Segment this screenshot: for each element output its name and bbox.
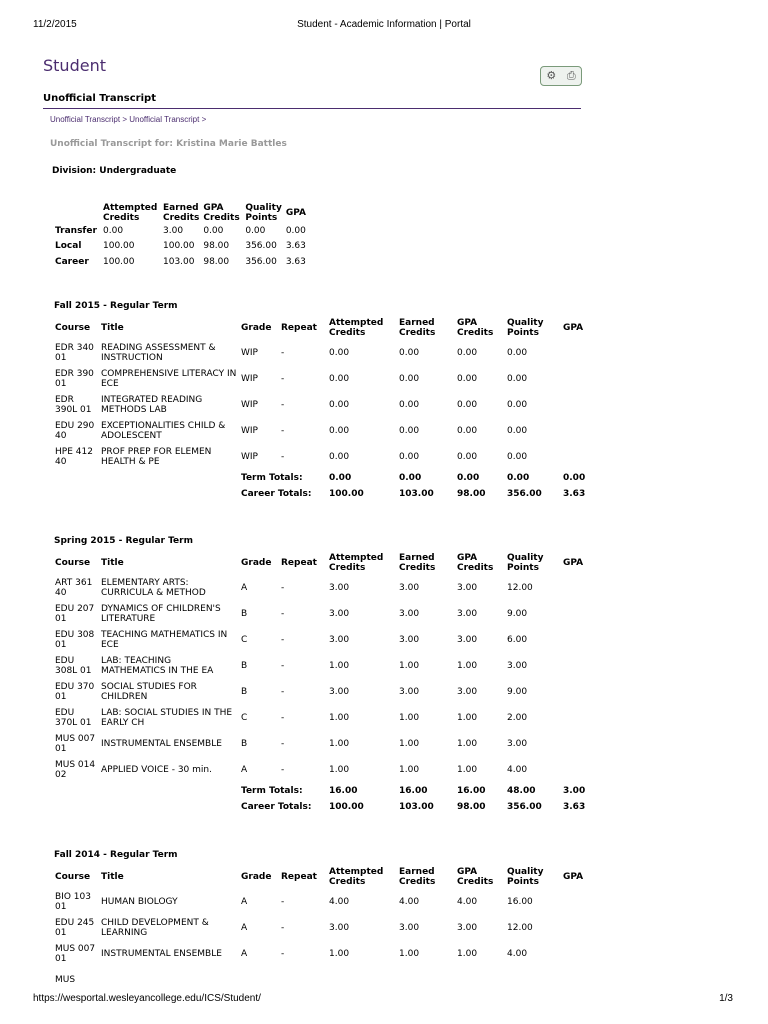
course-att-cell: 0.00 <box>329 400 350 410</box>
course-gpac-cell: 3.00 <box>457 923 478 933</box>
course-earn-cell <box>397 967 455 993</box>
career-totals-row <box>53 486 595 502</box>
course-table-header: GPA <box>563 558 584 568</box>
course-course-cell: EDU 290 40 <box>55 421 95 441</box>
course-course-cell: EDU 207 01 <box>55 604 95 624</box>
summary-header: Earned Credits <box>163 203 200 223</box>
course-repeat-cell: - <box>281 949 285 959</box>
course-course-cell: EDU 308L 01 <box>55 656 92 676</box>
summary-cell: 3.63 <box>285 241 306 252</box>
course-earn-cell: 0.00 <box>399 400 420 410</box>
course-gpac-cell <box>455 967 505 993</box>
totals-qp-cell: 356.00 <box>507 489 542 499</box>
totals-earn-cell: 103.00 <box>399 802 434 812</box>
summary-header: Attempted Credits <box>103 203 158 223</box>
print-date: 11/2/2015 <box>33 19 77 30</box>
course-gpa-cell <box>561 444 595 470</box>
totals-spacer <box>99 783 239 799</box>
course-table-header: Course <box>55 323 91 333</box>
course-repeat-cell: - <box>281 739 285 749</box>
course-row <box>53 889 595 915</box>
course-qp-cell: 0.00 <box>507 426 528 436</box>
course-gpa-cell <box>561 392 595 418</box>
course-gpa-cell <box>561 915 595 941</box>
course-gpac-cell: 1.00 <box>457 949 478 959</box>
course-title-cell: DYNAMICS OF CHILDREN'S LITERATURE <box>101 604 221 624</box>
course-repeat-cell: - <box>281 374 285 384</box>
transcript-owner: Unofficial Transcript for: Kristina Marie Battles <box>50 139 287 149</box>
course-title-cell: INSTRUMENTAL ENSEMBLE <box>101 949 222 959</box>
summary-row <box>53 223 314 239</box>
course-title-cell: READING ASSESSMENT & INSTRUCTION <box>101 343 216 363</box>
course-att-cell: 1.00 <box>329 713 350 723</box>
course-qp-cell: 0.00 <box>507 374 528 384</box>
course-row <box>53 392 595 418</box>
course-table-header: Quality Points <box>507 867 544 887</box>
course-table-header: GPA <box>563 323 584 333</box>
breadcrumb-separator: > <box>120 115 130 124</box>
term-totals-row <box>53 783 595 799</box>
summary-row <box>53 239 314 255</box>
summary-table <box>53 203 314 270</box>
term-title: Fall 2014 - Regular Term <box>54 850 178 860</box>
course-earn-cell: 1.00 <box>399 713 420 723</box>
course-gpac-cell: 3.00 <box>457 687 478 697</box>
course-qp-cell: 4.00 <box>507 949 528 959</box>
totals-qp-cell: 0.00 <box>507 473 530 483</box>
course-title-cell: INSTRUMENTAL ENSEMBLE <box>101 739 222 749</box>
course-table-header: Quality Points <box>507 318 544 338</box>
course-table-header: Grade <box>241 872 272 882</box>
summary-row <box>53 254 314 270</box>
totals-label: Career Totals: <box>241 802 312 812</box>
section-title: Unofficial Transcript <box>43 93 156 104</box>
course-earn-cell: 3.00 <box>399 923 420 933</box>
summary-cell: 0.00 <box>285 225 306 236</box>
course-course-cell: BIO 103 01 <box>55 892 91 912</box>
summary-header <box>53 203 101 223</box>
course-grade-cell: B <box>241 609 248 619</box>
course-earn-cell: 1.00 <box>399 949 420 959</box>
summary-header: GPA <box>285 208 306 218</box>
course-course-cell: EDR 390 01 <box>55 369 94 389</box>
totals-spacer <box>99 486 239 502</box>
course-row <box>53 444 595 470</box>
course-grade-cell: A <box>241 583 248 593</box>
course-table-header: Attempted Credits <box>329 867 384 887</box>
course-course-cell: EDU 245 01 <box>55 918 95 938</box>
course-repeat-cell: - <box>281 897 285 907</box>
summary-cell: 3.63 <box>285 256 306 267</box>
course-qp-cell: 4.00 <box>507 765 528 775</box>
course-title-cell: CHILD DEVELOPMENT & LEARNING <box>101 918 209 938</box>
course-repeat-cell: - <box>281 923 285 933</box>
summary-cell: 103.00 <box>163 256 195 267</box>
course-gpac-cell: 1.00 <box>457 739 478 749</box>
summary-row-label: Transfer <box>55 225 97 236</box>
course-grade-cell: B <box>241 661 248 671</box>
totals-att-cell: 0.00 <box>329 473 352 483</box>
breadcrumb-separator: > <box>199 115 207 124</box>
course-earn-cell: 1.00 <box>399 739 420 749</box>
course-table-header: Earned Credits <box>399 867 436 887</box>
course-table-header: Title <box>101 323 124 333</box>
course-table-header: Quality Points <box>507 553 544 573</box>
summary-cell: 3.00 <box>163 225 184 236</box>
course-repeat-cell: - <box>281 635 285 645</box>
totals-gpac-cell: 98.00 <box>457 802 486 812</box>
course-repeat-cell: - <box>281 452 285 462</box>
course-grade-cell: WIP <box>241 374 258 384</box>
course-gpac-cell: 0.00 <box>457 348 478 358</box>
totals-spacer <box>53 799 99 815</box>
course-course-cell: EDU 370 01 <box>55 682 95 702</box>
course-earn-cell: 0.00 <box>399 374 420 384</box>
course-grade-cell: C <box>241 635 248 645</box>
course-gpac-cell: 0.00 <box>457 374 478 384</box>
totals-spacer <box>53 470 99 486</box>
course-grade-cell: C <box>241 713 248 723</box>
course-title-cell: HUMAN BIOLOGY <box>101 897 178 907</box>
totals-gpa-cell: 3.63 <box>563 489 586 499</box>
course-gpac-cell: 3.00 <box>457 583 478 593</box>
totals-att-cell: 100.00 <box>329 489 364 499</box>
course-table-header: Course <box>55 872 91 882</box>
page-title: Student <box>43 56 106 75</box>
course-row <box>53 967 595 993</box>
course-att-cell: 0.00 <box>329 348 350 358</box>
breadcrumb-link-1[interactable]: Unofficial Transcript <box>50 115 121 124</box>
course-row <box>53 757 595 783</box>
gear-icon[interactable]: ⚙ <box>546 69 557 82</box>
course-row <box>53 653 595 679</box>
course-course-cell: ART 361 40 <box>55 578 93 598</box>
course-table-header: Course <box>55 558 91 568</box>
course-table-header: Title <box>101 558 124 568</box>
course-repeat-cell: - <box>281 713 285 723</box>
course-gpa-cell <box>561 366 595 392</box>
totals-spacer <box>99 799 239 815</box>
summary-cell: 100.00 <box>103 256 135 267</box>
totals-earn-cell: 0.00 <box>399 473 422 483</box>
totals-label: Term Totals: <box>241 786 303 796</box>
term-course-table <box>53 551 595 815</box>
course-row <box>53 366 595 392</box>
course-course-cell: EDR 340 01 <box>55 343 94 363</box>
summary-cell: 98.00 <box>203 241 230 252</box>
course-att-cell: 0.00 <box>329 452 350 462</box>
course-earn-cell: 3.00 <box>399 583 420 593</box>
course-earn-cell: 0.00 <box>399 452 420 462</box>
course-title-cell: APPLIED VOICE - 30 min. <box>101 765 212 775</box>
course-earn-cell: 4.00 <box>399 897 420 907</box>
course-row <box>53 601 595 627</box>
course-course-cell: EDU 370L 01 <box>55 708 92 728</box>
course-att-cell <box>327 967 397 993</box>
course-row <box>53 705 595 731</box>
totals-gpa-cell: 3.63 <box>563 802 586 812</box>
print-footer-page-number: 1/3 <box>719 993 733 1004</box>
totals-qp-cell: 356.00 <box>507 802 542 812</box>
totals-label: Term Totals: <box>241 473 303 483</box>
course-table-header: GPA Credits <box>457 553 494 573</box>
course-title-cell: PROF PREP FOR ELEMEN HEALTH & PE <box>101 447 212 467</box>
course-repeat-cell: - <box>281 687 285 697</box>
course-grade-cell: WIP <box>241 400 258 410</box>
course-repeat-cell: - <box>281 661 285 671</box>
course-att-cell: 1.00 <box>329 765 350 775</box>
course-title-cell: COMPREHENSIVE LITERACY IN ECE <box>101 369 237 389</box>
summary-cell: 356.00 <box>245 241 277 252</box>
course-grade-cell: WIP <box>241 426 258 436</box>
course-table-header: GPA <box>563 872 584 882</box>
course-qp-cell: 9.00 <box>507 609 528 619</box>
course-course-cell: MUS 007 01 <box>55 944 96 964</box>
page-toolbar <box>540 66 582 86</box>
course-table-header: Repeat <box>281 558 317 568</box>
course-repeat-cell: - <box>281 400 285 410</box>
course-gpa-cell <box>561 941 595 967</box>
course-repeat-cell: - <box>281 583 285 593</box>
course-qp-cell: 3.00 <box>507 739 528 749</box>
course-grade-cell: WIP <box>241 452 258 462</box>
course-grade-cell: A <box>241 923 248 933</box>
course-title-cell: EXCEPTIONALITIES CHILD & ADOLESCENT <box>101 421 226 441</box>
course-table-header: Earned Credits <box>399 553 436 573</box>
course-table-header: GPA Credits <box>457 867 494 887</box>
course-earn-cell: 3.00 <box>399 609 420 619</box>
course-earn-cell: 1.00 <box>399 765 420 775</box>
course-qp-cell: 0.00 <box>507 400 528 410</box>
summary-cell: 98.00 <box>203 256 230 267</box>
course-grade-cell: B <box>241 739 248 749</box>
course-earn-cell: 3.00 <box>399 687 420 697</box>
course-row <box>53 679 595 705</box>
course-gpa-cell <box>561 575 595 601</box>
course-gpa-cell <box>561 889 595 915</box>
totals-att-cell: 100.00 <box>329 802 364 812</box>
totals-att-cell: 16.00 <box>329 786 358 796</box>
course-row <box>53 627 595 653</box>
course-att-cell: 3.00 <box>329 923 350 933</box>
course-course-cell: MUS 014 02 <box>55 760 96 780</box>
summary-header: GPA Credits <box>203 203 240 223</box>
course-course-cell: MUS 007 01 <box>55 734 96 754</box>
term-title: Spring 2015 - Regular Term <box>54 536 193 546</box>
course-gpa-cell <box>561 705 595 731</box>
summary-row-label: Career <box>55 256 89 267</box>
course-earn-cell: 3.00 <box>399 635 420 645</box>
course-qp-cell: 12.00 <box>507 923 533 933</box>
course-att-cell: 3.00 <box>329 635 350 645</box>
course-title-cell <box>99 967 239 993</box>
course-table-header: Attempted Credits <box>329 553 384 573</box>
term-course-table <box>53 316 595 502</box>
course-course-cell: EDR 390L 01 <box>55 395 92 415</box>
course-gpa-cell <box>561 340 595 366</box>
course-gpa-cell <box>561 757 595 783</box>
course-gpac-cell: 1.00 <box>457 661 478 671</box>
course-earn-cell: 1.00 <box>399 661 420 671</box>
course-att-cell: 0.00 <box>329 426 350 436</box>
totals-gpac-cell: 98.00 <box>457 489 486 499</box>
section-divider <box>43 108 581 109</box>
course-gpac-cell: 1.00 <box>457 765 478 775</box>
course-gpa-cell <box>561 967 595 993</box>
summary-cell: 0.00 <box>245 225 266 236</box>
totals-gpac-cell: 0.00 <box>457 473 480 483</box>
breadcrumb-link-2[interactable]: Unofficial Transcript <box>129 115 200 124</box>
course-qp-cell: 0.00 <box>507 348 528 358</box>
course-table-header: Repeat <box>281 323 317 333</box>
course-row <box>53 915 595 941</box>
course-row <box>53 731 595 757</box>
course-qp-cell: 6.00 <box>507 635 528 645</box>
course-course-cell: MUS <box>55 975 76 985</box>
printer-icon[interactable]: ⎙ <box>566 69 576 82</box>
course-att-cell: 4.00 <box>329 897 350 907</box>
course-table-header: Earned Credits <box>399 318 436 338</box>
summary-cell: 100.00 <box>163 241 195 252</box>
totals-earn-cell: 16.00 <box>399 786 428 796</box>
course-att-cell: 1.00 <box>329 949 350 959</box>
course-gpac-cell: 0.00 <box>457 426 478 436</box>
course-repeat-cell: - <box>281 609 285 619</box>
totals-earn-cell: 103.00 <box>399 489 434 499</box>
totals-spacer <box>53 486 99 502</box>
course-gpac-cell: 4.00 <box>457 897 478 907</box>
course-qp-cell: 12.00 <box>507 583 533 593</box>
course-course-cell: HPE 412 40 <box>55 447 93 467</box>
course-grade-cell: A <box>241 765 248 775</box>
course-table-header: Title <box>101 872 124 882</box>
summary-cell: 356.00 <box>245 256 277 267</box>
course-qp-cell: 16.00 <box>507 897 533 907</box>
course-table-header: GPA Credits <box>457 318 494 338</box>
course-repeat-cell <box>279 967 327 993</box>
summary-header: Quality Points <box>245 203 282 223</box>
course-repeat-cell: - <box>281 348 285 358</box>
course-grade-cell: B <box>241 687 248 697</box>
course-gpa-cell <box>561 627 595 653</box>
summary-row-label: Local <box>55 241 82 252</box>
course-title-cell: INTEGRATED READING METHODS LAB <box>101 395 203 415</box>
totals-gpac-cell: 16.00 <box>457 786 486 796</box>
course-att-cell: 1.00 <box>329 661 350 671</box>
course-earn-cell: 0.00 <box>399 348 420 358</box>
totals-spacer <box>99 470 239 486</box>
course-qp-cell: 2.00 <box>507 713 528 723</box>
course-grade-cell: A <box>241 949 248 959</box>
totals-qp-cell: 48.00 <box>507 786 536 796</box>
breadcrumb <box>50 115 206 124</box>
term-totals-row <box>53 470 595 486</box>
course-title-cell: SOCIAL STUDIES FOR CHILDREN <box>101 682 197 702</box>
course-table-header: Grade <box>241 323 272 333</box>
summary-cell: 0.00 <box>203 225 224 236</box>
course-qp-cell: 0.00 <box>507 452 528 462</box>
term-course-table <box>53 865 595 993</box>
course-table-header: Grade <box>241 558 272 568</box>
course-course-cell: EDU 308 01 <box>55 630 95 650</box>
course-table-header: Repeat <box>281 872 317 882</box>
career-totals-row <box>53 799 595 815</box>
totals-label: Career Totals: <box>241 489 312 499</box>
course-qp-cell <box>505 967 561 993</box>
course-gpac-cell: 3.00 <box>457 635 478 645</box>
course-att-cell: 3.00 <box>329 583 350 593</box>
course-gpa-cell <box>561 679 595 705</box>
course-att-cell: 3.00 <box>329 687 350 697</box>
course-att-cell: 1.00 <box>329 739 350 749</box>
print-footer-url: https://wesportal.wesleyancollege.edu/ICS/Student/ <box>33 993 261 1004</box>
course-gpa-cell <box>561 731 595 757</box>
division-label: Division: Undergraduate <box>52 166 177 176</box>
course-title-cell: ELEMENTARY ARTS: CURRICULA & METHOD <box>101 578 206 598</box>
course-row <box>53 941 595 967</box>
term-title: Fall 2015 - Regular Term <box>54 301 178 311</box>
summary-cell: 0.00 <box>103 225 124 236</box>
course-gpa-cell <box>561 418 595 444</box>
print-page-title: Student - Academic Information | Portal <box>297 19 471 30</box>
course-repeat-cell: - <box>281 765 285 775</box>
totals-spacer <box>53 783 99 799</box>
course-repeat-cell: - <box>281 426 285 436</box>
summary-cell: 100.00 <box>103 241 135 252</box>
course-gpac-cell: 3.00 <box>457 609 478 619</box>
course-gpa-cell <box>561 653 595 679</box>
course-row <box>53 418 595 444</box>
totals-gpa-cell: 0.00 <box>563 473 586 483</box>
course-row <box>53 340 595 366</box>
course-att-cell: 3.00 <box>329 609 350 619</box>
course-title-cell: TEACHING MATHEMATICS IN ECE <box>101 630 228 650</box>
course-qp-cell: 3.00 <box>507 661 528 671</box>
course-table-header: Attempted Credits <box>329 318 384 338</box>
course-title-cell: LAB: TEACHING MATHEMATICS IN THE EA <box>101 656 214 676</box>
totals-gpa-cell: 3.00 <box>563 786 586 796</box>
course-att-cell: 0.00 <box>329 374 350 384</box>
course-grade-cell <box>239 967 279 993</box>
course-grade-cell: WIP <box>241 348 258 358</box>
course-qp-cell: 9.00 <box>507 687 528 697</box>
course-row <box>53 575 595 601</box>
course-gpac-cell: 0.00 <box>457 400 478 410</box>
course-gpac-cell: 0.00 <box>457 452 478 462</box>
course-grade-cell: A <box>241 897 248 907</box>
course-gpac-cell: 1.00 <box>457 713 478 723</box>
course-earn-cell: 0.00 <box>399 426 420 436</box>
course-gpa-cell <box>561 601 595 627</box>
course-title-cell: LAB: SOCIAL STUDIES IN THE EARLY CH <box>101 708 233 728</box>
